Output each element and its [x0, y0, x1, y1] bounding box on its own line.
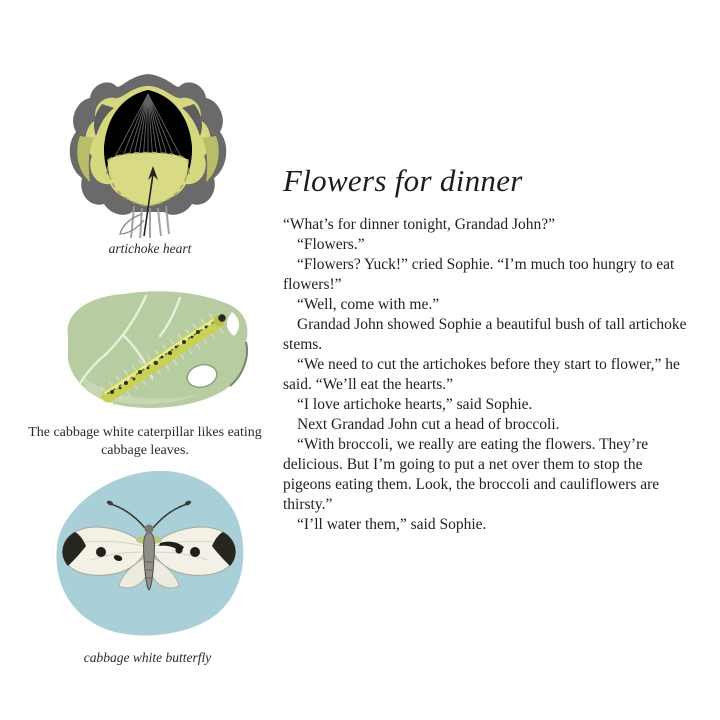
story-paragraph: “What’s for dinner tonight, Grandad John?” — [283, 216, 556, 233]
story-paragraph: “I love artichoke hearts,” said Sophie. — [297, 396, 533, 413]
butterfly-illustration — [45, 462, 250, 644]
butterfly-head — [145, 525, 154, 534]
butterfly-caption: cabbage white butterfly — [83, 650, 212, 665]
story-paragraph: “I’ll water them,” said Sophie. — [297, 516, 487, 533]
story-paragraph: “Flowers? Yuck!” cried Sophie. “I’m much too hungry to eat flowers!” — [283, 256, 675, 293]
story-paragraph: “With broccoli, we really are eating the flowers. They’re delicious. But I’m going to put a net over them to stop the pigeons eating them. Look, the broccoli and cauliflowers are thirsty.” — [283, 436, 660, 513]
story-paragraph: Grandad John showed Sophie a beautiful bush of tall artichoke stems. — [283, 316, 687, 353]
story-paragraph: “Well, come with me.” — [297, 296, 440, 313]
story-paragraph: Next Grandad John cut a head of broccoli. — [297, 416, 560, 433]
story-column — [283, 163, 689, 535]
story-paragraph: “We need to cut the artichokes before they start to flower,” he said. “We’ll eat the hearts.” — [283, 356, 680, 393]
caterpillar-figure — [50, 284, 255, 414]
story-paragraph: “Flowers.” — [297, 236, 365, 253]
caterpillar-caption: The cabbage white caterpillar likes eating cabbage leaves. — [28, 425, 262, 458]
artichoke-caption: artichoke heart — [108, 241, 192, 256]
caterpillar-illustration — [50, 284, 255, 414]
butterfly-figure — [45, 462, 250, 644]
page-title: Flowers for dinner — [283, 163, 523, 198]
artichoke-figure — [58, 56, 238, 240]
artichoke-illustration — [58, 56, 238, 240]
